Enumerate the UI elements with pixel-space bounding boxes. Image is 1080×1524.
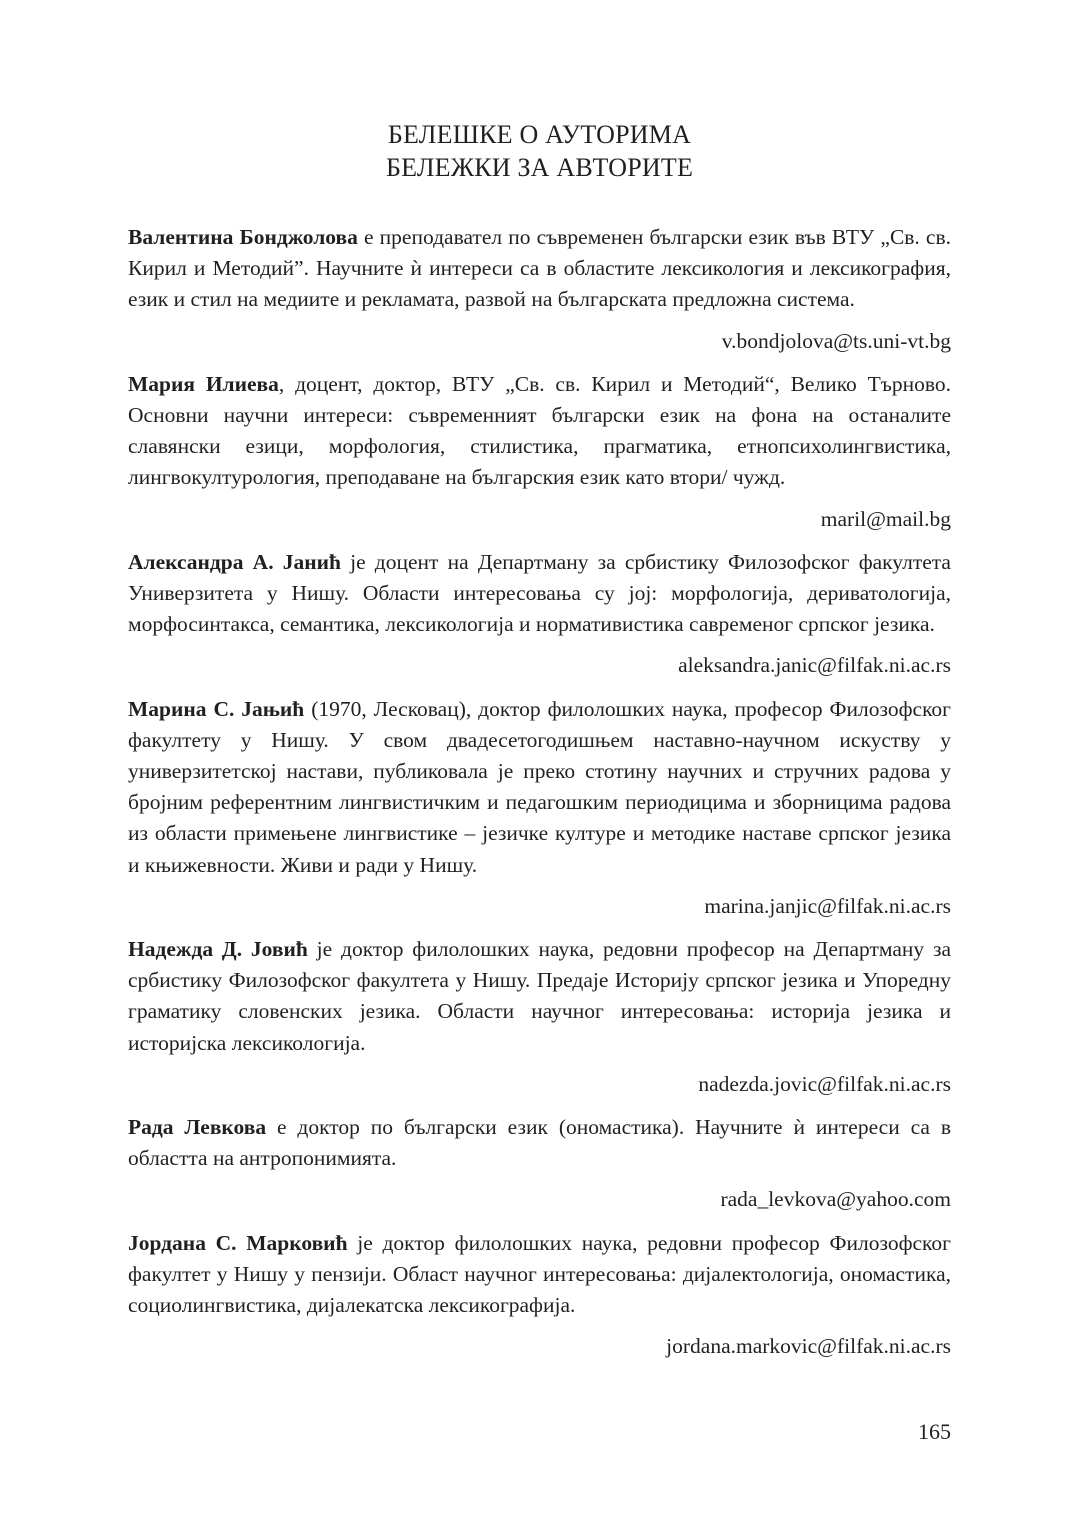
author-entry (128, 934, 951, 1100)
author-email[interactable]: v.bondjolova@ts.uni-vt.bg (721, 328, 951, 353)
author-name: Надежда Д. Јовић (128, 937, 308, 962)
author-bio-text: е доктор по български език (ономастика). Научните ѝ интереси са в областта на антропонимията. (128, 1115, 951, 1171)
author-email[interactable]: aleksandra.janic@filfak.ni.ac.rs (678, 653, 951, 678)
page-number: 165 (918, 1419, 951, 1444)
author-bio (128, 934, 951, 1059)
author-bio (128, 369, 951, 494)
author-bio-text: е преподавател по съвременен български език във ВТУ „Св. св. Кирил и Методий”. Научните ѝ интереси са в областите лексикология и лексикография, език и стил на медиите и рекламата, развой на българската предложна система. (128, 225, 951, 312)
author-bio (128, 222, 951, 316)
author-bio-text: (1970, Лесковац), доктор филолошких наука, професор Филозофског факултету у Нишу. У свом двадесетогодишњем наставно-научном искуству у универзитетској настави, публиковала је преко стотину научних и стручних радова у бројним референтним лингвистичким и педагошким периодицима и зборницима радова из области примењене лингвистике – језичке културе и методике наставе српског језика и књижевности. Живи и ради у Нишу. (128, 696, 952, 877)
author-bio (128, 547, 951, 641)
author-email[interactable]: nadezda.jovic@filfak.ni.ac.rs (698, 1071, 951, 1096)
author-email[interactable]: marina.janjic@filfak.ni.ac.rs (704, 893, 951, 918)
author-bio (128, 1228, 951, 1322)
page-title (128, 118, 951, 184)
author-name: Јордана С. Марковић (128, 1230, 348, 1255)
title-line-serbian: БЕЛЕШКЕ О АУТОРИМА (387, 120, 692, 149)
author-bio-text: је доктор филолошких наука, редовни професор на Департману за србистику Филозофског факултета у Нишу. Предаје Историју српског језика и Упоредну граматику словенских језика. Области научног интересовања: историја језика и историјска лексикологија. (128, 937, 951, 1055)
author-name: Валентина Бонджолова (128, 225, 358, 249)
author-entry (128, 222, 951, 357)
author-bio (128, 1112, 951, 1174)
title-line-bulgarian: БЕЛЕЖКИ ЗА АВТОРИТЕ (385, 153, 694, 182)
author-email[interactable]: rada_levkova@yahoo.com (720, 1187, 951, 1212)
author-entry (128, 1228, 951, 1363)
author-name: Рада Левкова (128, 1115, 267, 1140)
author-bio-text: је доктор филолошких наука, редовни професор Филозофског факултет у Нишу у пензији. Област научног интересовања: дијалектологија, ономастика, социолингвистика, дијалекатска лексикографија. (128, 1230, 951, 1318)
author-entry (128, 1112, 951, 1216)
author-name: Александра А. Јанић (128, 549, 341, 574)
author-email[interactable]: jordana.markovic@filfak.ni.ac.rs (666, 1334, 951, 1359)
author-bio-text: је доцент на Департману за србистику Филозофског факултета Универзитета у Нишу. Области интересовања су јој: морфологија, дериватологија, морфосинтакса, семантика, лексикологија и нормативистика савременог српског језика. (128, 549, 951, 637)
author-bio (128, 694, 951, 881)
author-entry (128, 369, 951, 535)
author-name: Мария Илиева (128, 371, 279, 396)
author-name: Марина С. Јањић (128, 696, 305, 721)
author-entry (128, 694, 951, 922)
author-bio-text: , доцент, доктор, ВТУ „Св. св. Кирил и Методий“, Велико Търново. Основни научни интереси: съвременният български език на фона на останалите славянски езици, морфология, стилистика, прагматика, етнопсихолингвистика, лингвокултурология, преподаване на българския език като втори/ чужд. (128, 371, 951, 490)
author-email[interactable]: maril@mail.bg (820, 506, 951, 531)
author-entry (128, 547, 951, 682)
page-content (128, 118, 951, 1375)
